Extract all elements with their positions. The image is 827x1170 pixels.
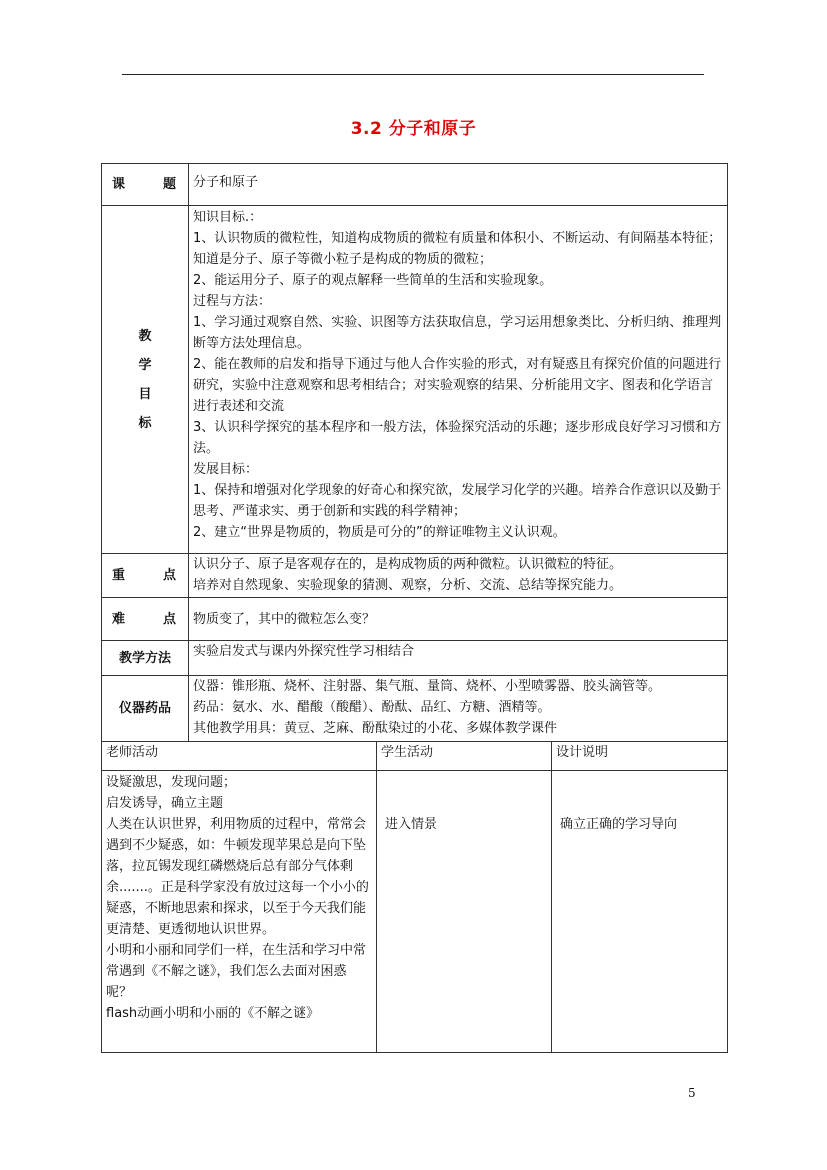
design-note: 确立正确的学习导向 — [560, 817, 678, 832]
key-points-row — [102, 554, 728, 598]
objective-line: 1、认识物质的微粒性，知道构成物质的微粒有质量和体积小、不断运动、有间隔基本特征；知道是分子、原子等微小粒子是构成的物质的微粒； — [193, 231, 722, 267]
header-rule — [122, 74, 704, 75]
topic-value: 分子和原子 — [193, 175, 259, 190]
difficulty-label: 难点 — [112, 611, 176, 627]
objective-line: 2、能运用分子、原子的观点解释一些简单的生活和实验现象。 — [193, 273, 553, 288]
teacher-line: 设疑激思，发现问题； — [106, 775, 237, 790]
objectives-label-4: 标 — [138, 415, 152, 431]
materials-row — [102, 676, 728, 742]
method-value: 实验启发式与课内外探究性学习相结合 — [193, 644, 415, 659]
objective-line: 知识目标.： — [193, 210, 263, 225]
objectives-row — [102, 206, 728, 554]
objective-line: 1、保持和增强对化学现象的好奇心和探究欲，发展学习化学的兴趣。培养合作意识以及勤于思考、严谨求实、勇于创新和实践的科学精神； — [193, 483, 722, 519]
objective-line: 过程与方法： — [193, 294, 272, 309]
page-number: 5 — [688, 1086, 696, 1100]
objectives-label-3: 目 — [138, 386, 152, 402]
key-point-line: 认识分子、原子是客观存在的，是构成物质的两种微粒。认识微粒的特征。 — [193, 557, 623, 572]
difficulty-row — [102, 598, 728, 641]
teacher-line: flash动画小明和小丽的《不解之谜》 — [106, 1006, 320, 1021]
activity-row — [102, 771, 728, 1053]
materials-line: 药品：氨水、水、醋酸（酸醋）、酚酞、品红、方糖、酒精等。 — [193, 700, 551, 715]
materials-line: 仪器：锥形瓶、烧杯、注射器、集气瓶、量筒、烧杯、小型喷雾器、胶头滴管等。 — [193, 679, 662, 694]
teacher-line: 人类在认识世界，利用物质的过程中，常常会遇到不少疑惑，如：牛顿发现苹果总是向下坠落，拉瓦锡发现红磷燃烧后总有部分气体剩余.......。正是科学家没有放过这每一个小小的疑惑，不断地思索和探求，以至于今天我们能更清楚、更透彻地认识世界。 — [106, 817, 369, 937]
objective-line: 3、认识科学探究的基本程序和一般方法，体验探究活动的乐趣；逐步形成良好学习习惯和方法。 — [193, 420, 722, 456]
objective-line: 2、建立“世界是物质的，物质是可分的”的辩证唯物主义认识观。 — [193, 525, 566, 540]
header-design: 设计说明 — [552, 742, 728, 771]
student-activity: 进入情景 — [385, 817, 438, 832]
key-points-label: 重点 — [112, 568, 176, 583]
objective-line: 2、能在教师的启发和指导下通过与他人合作实验的形式，对有疑惑且有探究价值的问题进行研究，实验中注意观察和思考相结合；对实验观察的结果、分析能用文字、图表和化学语言进行表述和交流 — [193, 357, 722, 414]
objectives-label-2: 学 — [138, 357, 152, 373]
materials-line: 其他教学用具：黄豆、芝麻、酚酞染过的小花、多媒体教学课件 — [193, 721, 558, 736]
objective-line: 1、学习通过观察自然、实验、识图等方法获取信息，学习运用想象类比、分析归纳、推理判断等方法处理信息。 — [193, 315, 722, 351]
difficulty-value: 物质变了，其中的微粒怎么变？ — [193, 611, 376, 627]
materials-label: 仪器药品 — [118, 701, 171, 716]
method-row — [102, 641, 728, 676]
header-student: 学生活动 — [377, 742, 552, 771]
page-title: 3.2 分子和原子 — [350, 119, 477, 139]
topic-row — [102, 164, 728, 206]
topic-label: 课题 — [112, 177, 176, 192]
teacher-line: 启发诱导，确立主题 — [106, 796, 224, 811]
objectives-label-1: 教 — [138, 328, 152, 344]
objective-line: 发展目标： — [193, 462, 259, 477]
teacher-line: 小明和小丽和同学们一样，在生活和学习中常常遇到《不解之谜》，我们怎么去面对困惑呢？ — [106, 943, 367, 1000]
activity-header-row — [102, 742, 728, 771]
method-label: 教学方法 — [118, 650, 171, 666]
activity-table — [101, 741, 728, 1053]
header-teacher: 老师活动 — [102, 742, 377, 771]
key-point-line: 培养对自然现象、实验现象的猜测、观察，分析、交流、总结等探究能力。 — [193, 578, 623, 593]
lesson-info-table — [101, 163, 728, 742]
